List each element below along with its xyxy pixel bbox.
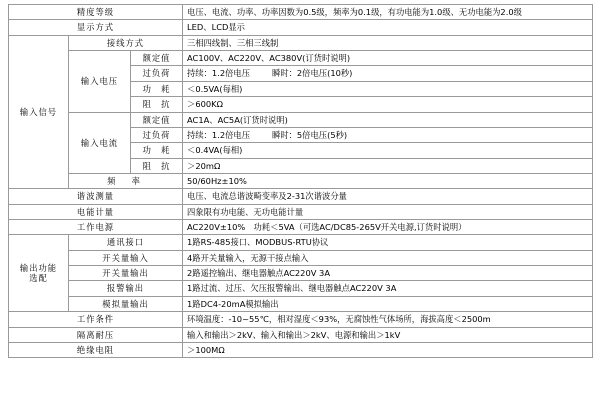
table-row <box>9 220 593 235</box>
voltage-power-label: 功 耗 <box>131 81 183 96</box>
digital-input-value: 4路开关量输入，无源干接点输入 <box>183 250 593 265</box>
current-impedance-value: ＞20mΩ <box>183 158 593 173</box>
wiring-value: 三相四线制、三相三线制 <box>183 35 593 50</box>
table-row <box>9 204 593 219</box>
current-overload-instant: 瞬时：5倍电压(5秒) <box>272 129 348 140</box>
current-power-label: 功 耗 <box>131 143 183 158</box>
input-current-label: 输入电流 <box>69 112 131 173</box>
frequency-label: 频 率 <box>69 173 183 188</box>
wiring-label: 接线方式 <box>69 35 183 50</box>
table-row <box>9 51 593 66</box>
table-row <box>9 266 593 281</box>
working-conditions-value: 环境温度：-10~55℃，相对湿度＜93%，无腐蚀性气体场所，海拔高度＜2500m <box>183 312 593 327</box>
insulation-resistance-value: ＞100MΩ <box>183 342 593 357</box>
energy-label: 电能计量 <box>9 204 183 219</box>
comm-interface-label: 通讯接口 <box>69 235 183 250</box>
analog-output-value: 1路DC4-20mA模拟输出 <box>183 296 593 311</box>
output-function-label <box>9 235 69 312</box>
specification-table <box>8 4 593 358</box>
accuracy-value: 电压、电流、功率、功率因数为0.5级，频率为0.1级，有功电能为1.0级、无功电能为2.0级 <box>183 5 593 20</box>
output-function-label-line2: 选配 <box>29 273 48 284</box>
table-row <box>9 35 593 50</box>
display-label: 显示方式 <box>9 20 183 35</box>
table-row <box>9 312 593 327</box>
table-row <box>9 112 593 127</box>
table-row <box>9 173 593 188</box>
current-overload-label: 过负荷 <box>131 127 183 142</box>
comm-interface-value: 1路RS-485接口、MODBUS-RTU协议 <box>183 235 593 250</box>
frequency-value: 50/60Hz±10% <box>183 173 593 188</box>
voltage-overload-value <box>183 66 593 81</box>
current-impedance-label: 阻 抗 <box>131 158 183 173</box>
current-overload-continuous: 持续：1.2倍电压 <box>187 129 251 140</box>
table-row <box>9 342 593 357</box>
digital-input-label: 开关量输入 <box>69 250 183 265</box>
table-row <box>9 281 593 296</box>
current-overload-value <box>183 127 593 142</box>
table-row <box>9 250 593 265</box>
voltage-overload-continuous: 持续：1.2倍电压 <box>187 68 251 79</box>
table-row <box>9 235 593 250</box>
accuracy-label: 精度等级 <box>9 5 183 20</box>
voltage-overload-instant: 瞬时：2倍电压(10秒) <box>272 68 353 79</box>
current-rated-value: AC1A、AC5A(订货时说明) <box>183 112 593 127</box>
voltage-impedance-value: ＞600KΩ <box>183 97 593 112</box>
voltage-rated-label: 额定值 <box>131 51 183 66</box>
voltage-power-value: ＜0.5VA(每相) <box>183 81 593 96</box>
insulation-resistance-label: 绝缘电阻 <box>9 342 183 357</box>
table-row <box>9 20 593 35</box>
table-row <box>9 5 593 20</box>
working-conditions-label: 工作条件 <box>9 312 183 327</box>
table-row <box>9 327 593 342</box>
energy-value: 四象限有功电能、无功电能计量 <box>183 204 593 219</box>
current-rated-label: 额定值 <box>131 112 183 127</box>
withstand-voltage-value: 输入和输出＞2kV、输入和输出＞2kV、电源和输出＞1kV <box>183 327 593 342</box>
display-value: LED、LCD显示 <box>183 20 593 35</box>
input-voltage-label: 输入电压 <box>69 51 131 112</box>
power-supply-label: 工作电源 <box>9 220 183 235</box>
table-row <box>9 189 593 204</box>
harmonic-label: 谐波测量 <box>9 189 183 204</box>
digital-output-value: 2路遥控输出、继电器触点AC220V 3A <box>183 266 593 281</box>
voltage-overload-label: 过负荷 <box>131 66 183 81</box>
voltage-impedance-label: 阻 抗 <box>131 97 183 112</box>
table-row <box>9 296 593 311</box>
power-supply-value: AC220V±10% 功耗＜5VA（可选AC/DC85-265V开关电源,订货时说明） <box>183 220 593 235</box>
harmonic-value: 电压、电流总谐波畸变率及2-31次谐波分量 <box>183 189 593 204</box>
input-signal-label: 输入信号 <box>9 35 69 189</box>
voltage-rated-value: AC100V、AC220V、AC380V(订货时说明) <box>183 51 593 66</box>
withstand-voltage-label: 隔离耐压 <box>9 327 183 342</box>
digital-output-label: 开关量输出 <box>69 266 183 281</box>
current-power-value: ＜0.4VA(每相) <box>183 143 593 158</box>
alarm-output-value: 1路过流、过压、欠压报警输出、继电器触点AC220V 3A <box>183 281 593 296</box>
output-function-label-line1: 输出功能 <box>19 262 58 273</box>
analog-output-label: 模拟量输出 <box>69 296 183 311</box>
alarm-output-label: 报警输出 <box>69 281 183 296</box>
